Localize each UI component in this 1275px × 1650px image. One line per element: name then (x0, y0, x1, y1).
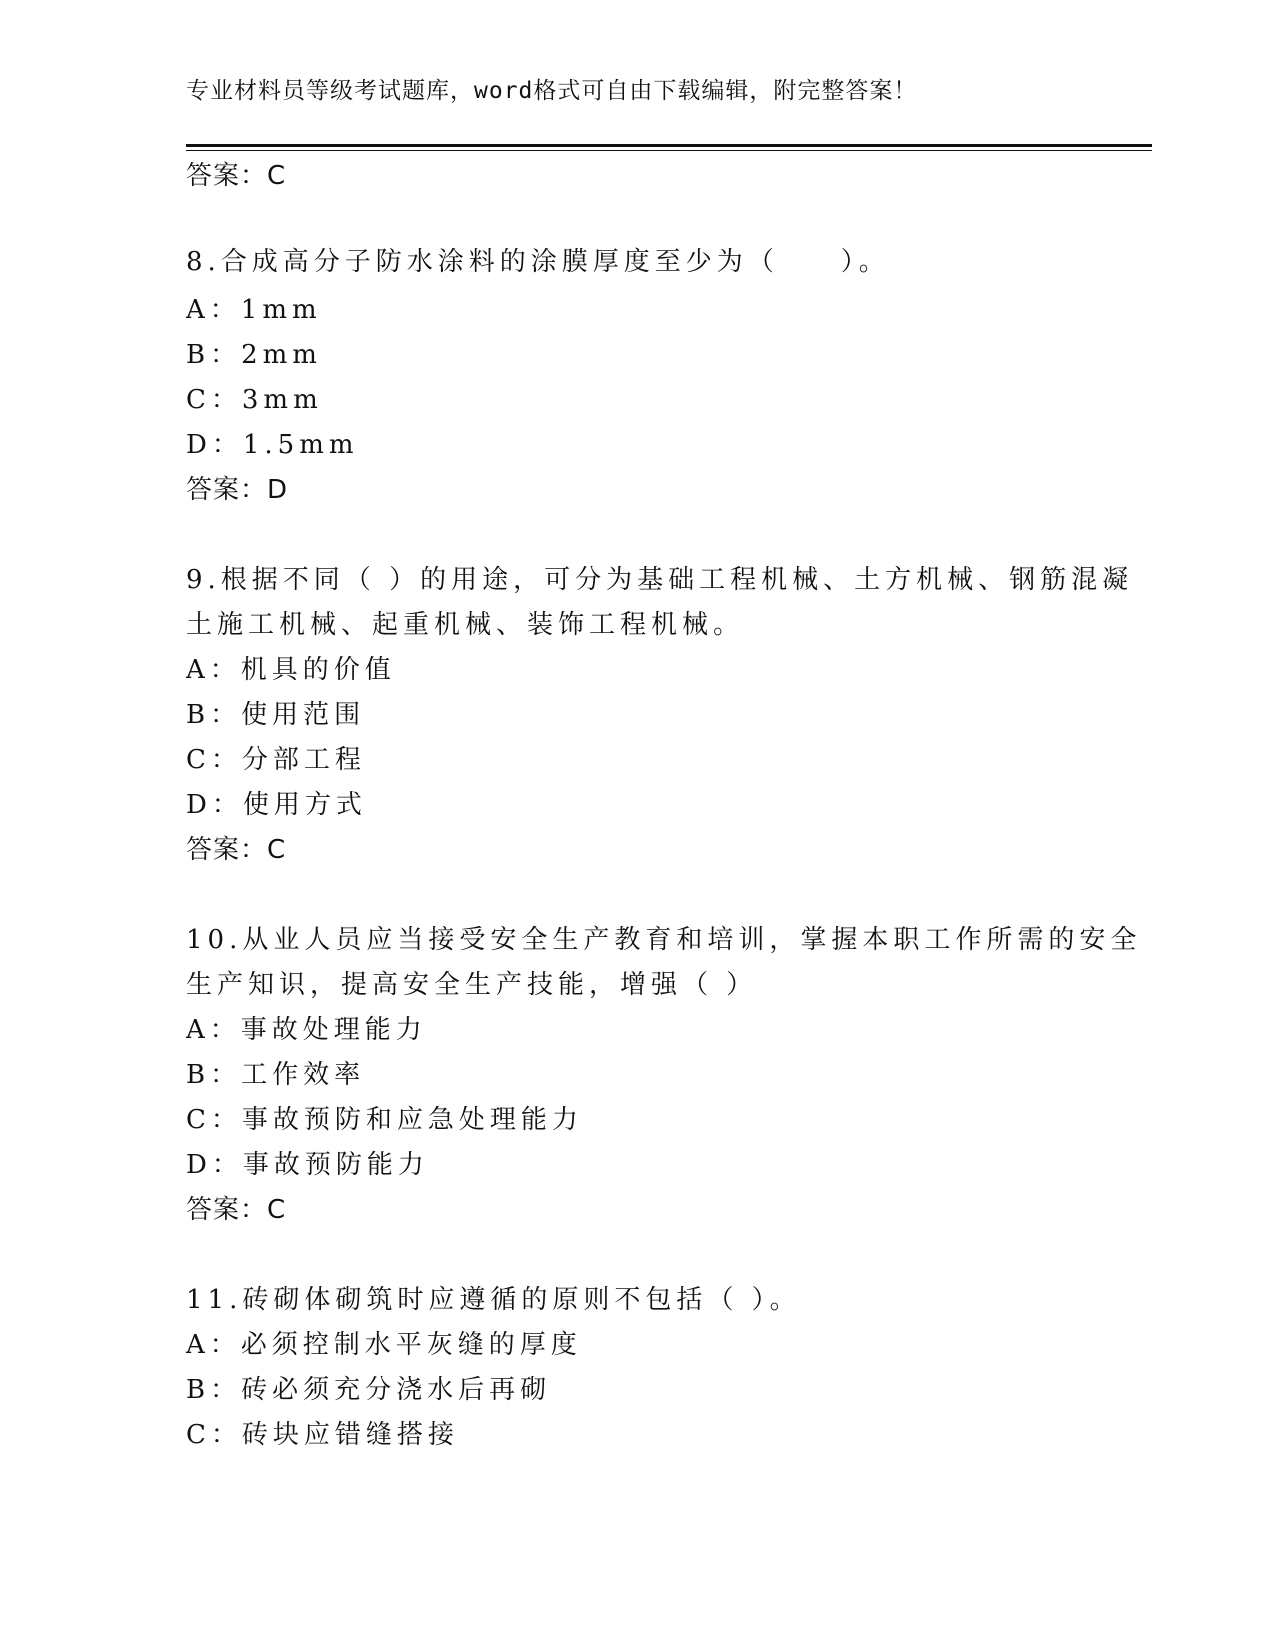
option-d: D：使用方式 (186, 790, 367, 820)
question-stem-continued: 生产知识，提高安全生产技能，增强（ ） (186, 970, 758, 1000)
page-header: 专业材料员等级考试题库，word格式可自由下载编辑，附完整答案！ (186, 78, 918, 104)
question-stem: 9.根据不同（ ）的用途，可分为基础工程机械、土方机械、钢筋混凝 (186, 565, 1134, 595)
option-a: A：事故处理能力 (186, 1015, 427, 1045)
option-c: C：分部工程 (186, 745, 366, 775)
option-b: B：2mm (186, 340, 322, 370)
answer: 答案：D (186, 475, 289, 505)
question-stem: 10.从业人员应当接受安全生产教育和培训，掌握本职工作所需的安全 (186, 925, 1142, 955)
option-c: C：事故预防和应急处理能力 (186, 1105, 583, 1135)
header-rule-thin (186, 150, 1152, 151)
prev-answer: 答案：C (186, 161, 287, 191)
option-d: D：事故预防能力 (186, 1150, 429, 1180)
option-d: D：1.5mm (186, 430, 359, 460)
question-stem: 8.合成高分子防水涂料的涂膜厚度至少为（ ）。 (186, 247, 890, 277)
option-a: A：必须控制水平灰缝的厚度 (186, 1330, 582, 1360)
option-a: A：机具的价值 (186, 655, 396, 685)
answer: 答案：C (186, 1195, 287, 1225)
question-stem-continued: 土施工机械、起重机械、装饰工程机械。 (186, 610, 745, 640)
option-c: C：3mm (186, 385, 323, 415)
question-stem: 11.砖砌体砌筑时应遵循的原则不包括（ ）。 (186, 1285, 801, 1315)
answer: 答案：C (186, 835, 287, 865)
option-b: B：使用范围 (186, 700, 366, 730)
option-b: B：砖必须充分浇水后再砌 (186, 1375, 552, 1405)
header-rule-thick (186, 144, 1152, 147)
option-b: B：工作效率 (186, 1060, 366, 1090)
option-a: A：1mm (186, 295, 322, 325)
option-c: C：砖块应错缝搭接 (186, 1420, 459, 1450)
